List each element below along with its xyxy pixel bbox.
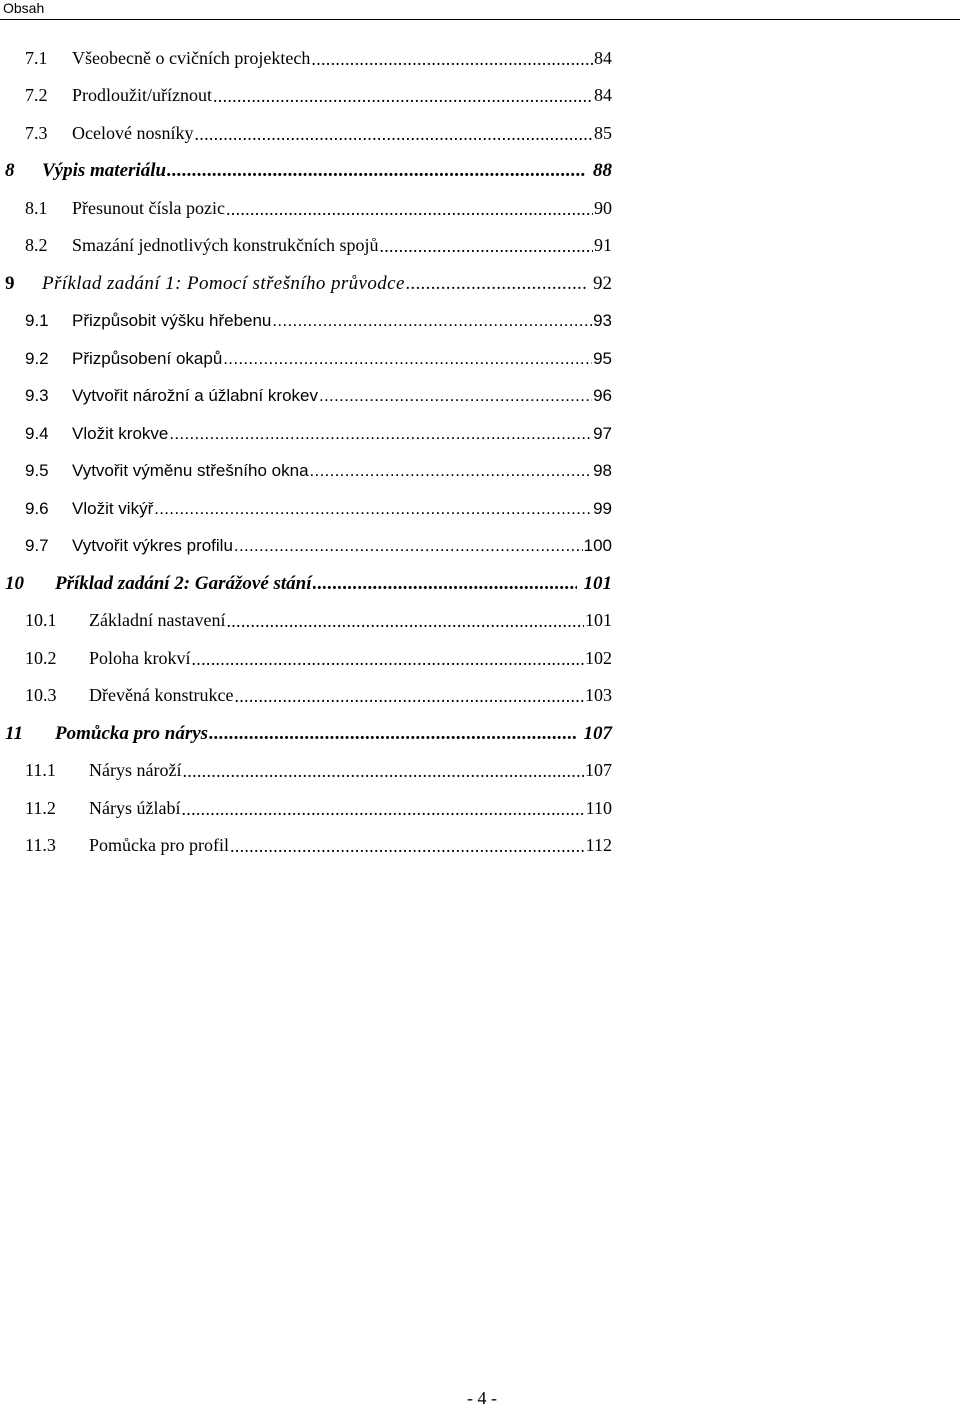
page-header xyxy=(0,0,960,20)
toc-entry[interactable] xyxy=(0,77,612,114)
toc-chapter-title: Příklad zadání 2: Garážové stání xyxy=(55,572,312,594)
toc-chapter-page: 107 xyxy=(583,722,612,744)
toc-entry-page: 84 xyxy=(594,48,612,68)
toc-entry[interactable] xyxy=(0,40,612,77)
toc-entry-page: 85 xyxy=(594,123,612,143)
toc-entry-title: Vložit vikýř xyxy=(72,498,154,518)
toc-chapter[interactable] xyxy=(0,715,612,752)
toc-entry-title: Poloha krokví xyxy=(89,648,191,668)
toc-chapter-title: Výpis materiálu xyxy=(42,159,167,181)
toc-chapter-number: 11 xyxy=(5,722,23,744)
toc-entry-number: 9.3 xyxy=(25,385,49,405)
toc-entry[interactable] xyxy=(0,602,612,639)
page-number: - 4 - xyxy=(467,1388,497,1408)
toc-chapter-number: 8 xyxy=(5,159,15,181)
toc-entry-title: Přizpůsobení okapů xyxy=(72,348,223,368)
toc-entry-title: Smazání jednotlivých konstrukčních spojů xyxy=(72,235,379,255)
toc-entry-page: 98 xyxy=(593,460,612,480)
toc-entry-title: Vytvořit výkres profilu xyxy=(72,535,233,555)
toc-entry-number: 9.2 xyxy=(25,348,49,368)
toc-entry[interactable] xyxy=(0,190,612,227)
toc-entry-number: 9.6 xyxy=(25,498,49,518)
toc-leader xyxy=(154,499,592,519)
toc-entry[interactable] xyxy=(0,227,612,264)
toc-entry[interactable] xyxy=(0,115,612,152)
toc-leader xyxy=(223,349,592,369)
toc-entry[interactable] xyxy=(0,377,612,414)
toc-entry[interactable] xyxy=(0,790,612,827)
toc-entry-page: 112 xyxy=(585,835,612,855)
toc-entry-number: 7.3 xyxy=(25,123,48,143)
toc-entry-title: Základní nastavení xyxy=(89,610,226,630)
toc-entry-title: Vytvořit nárožní a úžlabní krokev xyxy=(72,385,318,405)
toc-entry-number: 10.3 xyxy=(25,685,57,705)
toc-entry[interactable] xyxy=(0,302,612,339)
toc-leader xyxy=(234,536,583,556)
toc-entry-title: Přizpůsobit výšku hřebenu xyxy=(72,310,272,330)
toc-leader xyxy=(167,161,586,181)
toc-leader xyxy=(192,649,585,669)
toc-entry-title: Prodloužit/uříznout xyxy=(72,85,212,105)
toc-leader xyxy=(313,574,577,594)
toc-entry-title: Přesunout čísla pozic xyxy=(72,198,225,218)
toc-entry-title: Nárys úžlabí xyxy=(89,798,181,818)
toc-leader xyxy=(379,236,593,256)
toc-entry-number: 7.1 xyxy=(25,48,48,68)
toc-leader xyxy=(169,424,592,444)
toc-entry-number: 11.1 xyxy=(25,760,56,780)
toc-chapter-page: 92 xyxy=(593,272,612,294)
toc-entry-page: 84 xyxy=(594,85,612,105)
toc-chapter-number: 9 xyxy=(5,272,15,294)
toc-entry-number: 11.3 xyxy=(25,835,56,855)
toc-leader xyxy=(194,124,593,144)
toc-leader xyxy=(230,836,585,856)
toc-entry-number: 8.2 xyxy=(25,235,48,255)
header-rule xyxy=(0,19,960,20)
header-title: Obsah xyxy=(3,0,45,16)
toc-chapter-page: 101 xyxy=(583,572,612,594)
toc-entry-title: Nárys nároží xyxy=(89,760,182,780)
toc-leader xyxy=(181,799,584,819)
toc-leader xyxy=(310,461,593,481)
toc-entry[interactable] xyxy=(0,752,612,789)
toc-entry[interactable] xyxy=(0,452,612,489)
toc-entry[interactable] xyxy=(0,677,612,714)
toc-leader xyxy=(182,761,584,781)
toc-leader xyxy=(406,274,586,294)
toc-entry-number: 9.4 xyxy=(25,423,49,443)
toc-chapter-title: Pomůcka pro nárys xyxy=(55,722,209,744)
toc-entry-page: 102 xyxy=(585,648,612,668)
toc-entry-page: 97 xyxy=(593,423,612,443)
toc-entry-title: Všeobecně o cvičních projektech xyxy=(72,48,311,68)
toc-entry-page: 96 xyxy=(593,385,612,405)
toc-entry-page: 100 xyxy=(583,535,612,555)
toc-entry-page: 91 xyxy=(594,235,612,255)
toc-chapter[interactable] xyxy=(0,565,612,602)
toc-chapter[interactable] xyxy=(0,265,612,302)
toc-entry-number: 7.2 xyxy=(25,85,48,105)
toc-chapter-title: Příklad zadání 1: Pomocí střešního průvodce xyxy=(42,272,405,294)
toc-entry-number: 10.1 xyxy=(25,610,57,630)
toc-chapter-number: 10 xyxy=(5,572,24,594)
toc-leader xyxy=(226,611,584,631)
toc-entry-page: 103 xyxy=(585,685,612,705)
toc-entry-number: 10.2 xyxy=(25,648,57,668)
toc-entry-number: 9.7 xyxy=(25,535,49,555)
toc-entry-page: 110 xyxy=(585,798,612,818)
toc-entry-number: 11.2 xyxy=(25,798,56,818)
toc-entry-page: 93 xyxy=(593,310,612,330)
toc-entry-title: Dřevěná konstrukce xyxy=(89,685,234,705)
toc-entry[interactable] xyxy=(0,415,612,452)
toc-leader xyxy=(226,199,593,219)
toc-leader xyxy=(319,386,592,406)
toc-entry-number: 9.5 xyxy=(25,460,49,480)
toc-entry[interactable] xyxy=(0,340,612,377)
toc-entry[interactable] xyxy=(0,640,612,677)
toc-entry-page: 95 xyxy=(593,348,612,368)
toc-entry[interactable] xyxy=(0,527,612,564)
toc-entry-title: Vložit krokve xyxy=(72,423,169,443)
toc-entry-title: Pomůcka pro profil xyxy=(89,835,229,855)
toc-entry[interactable] xyxy=(0,827,612,864)
toc-leader xyxy=(272,311,592,331)
toc-leader xyxy=(311,49,593,69)
toc-entry-page: 90 xyxy=(594,198,612,218)
toc-entry-number: 8.1 xyxy=(25,198,48,218)
toc-chapter-page: 88 xyxy=(593,159,612,181)
toc-entry[interactable] xyxy=(0,490,612,527)
toc-entry-page: 99 xyxy=(593,498,612,518)
toc-entry-title: Ocelové nosníky xyxy=(72,123,194,143)
toc-entry-page: 101 xyxy=(585,610,612,630)
toc-chapter[interactable] xyxy=(0,152,612,189)
toc-entry-page: 107 xyxy=(585,760,612,780)
toc-entry-title: Vytvořit výměnu střešního okna xyxy=(72,460,309,480)
toc-leader xyxy=(209,724,576,744)
toc-entry-number: 9.1 xyxy=(25,310,49,330)
toc-leader xyxy=(234,686,584,706)
toc-leader xyxy=(213,86,593,106)
